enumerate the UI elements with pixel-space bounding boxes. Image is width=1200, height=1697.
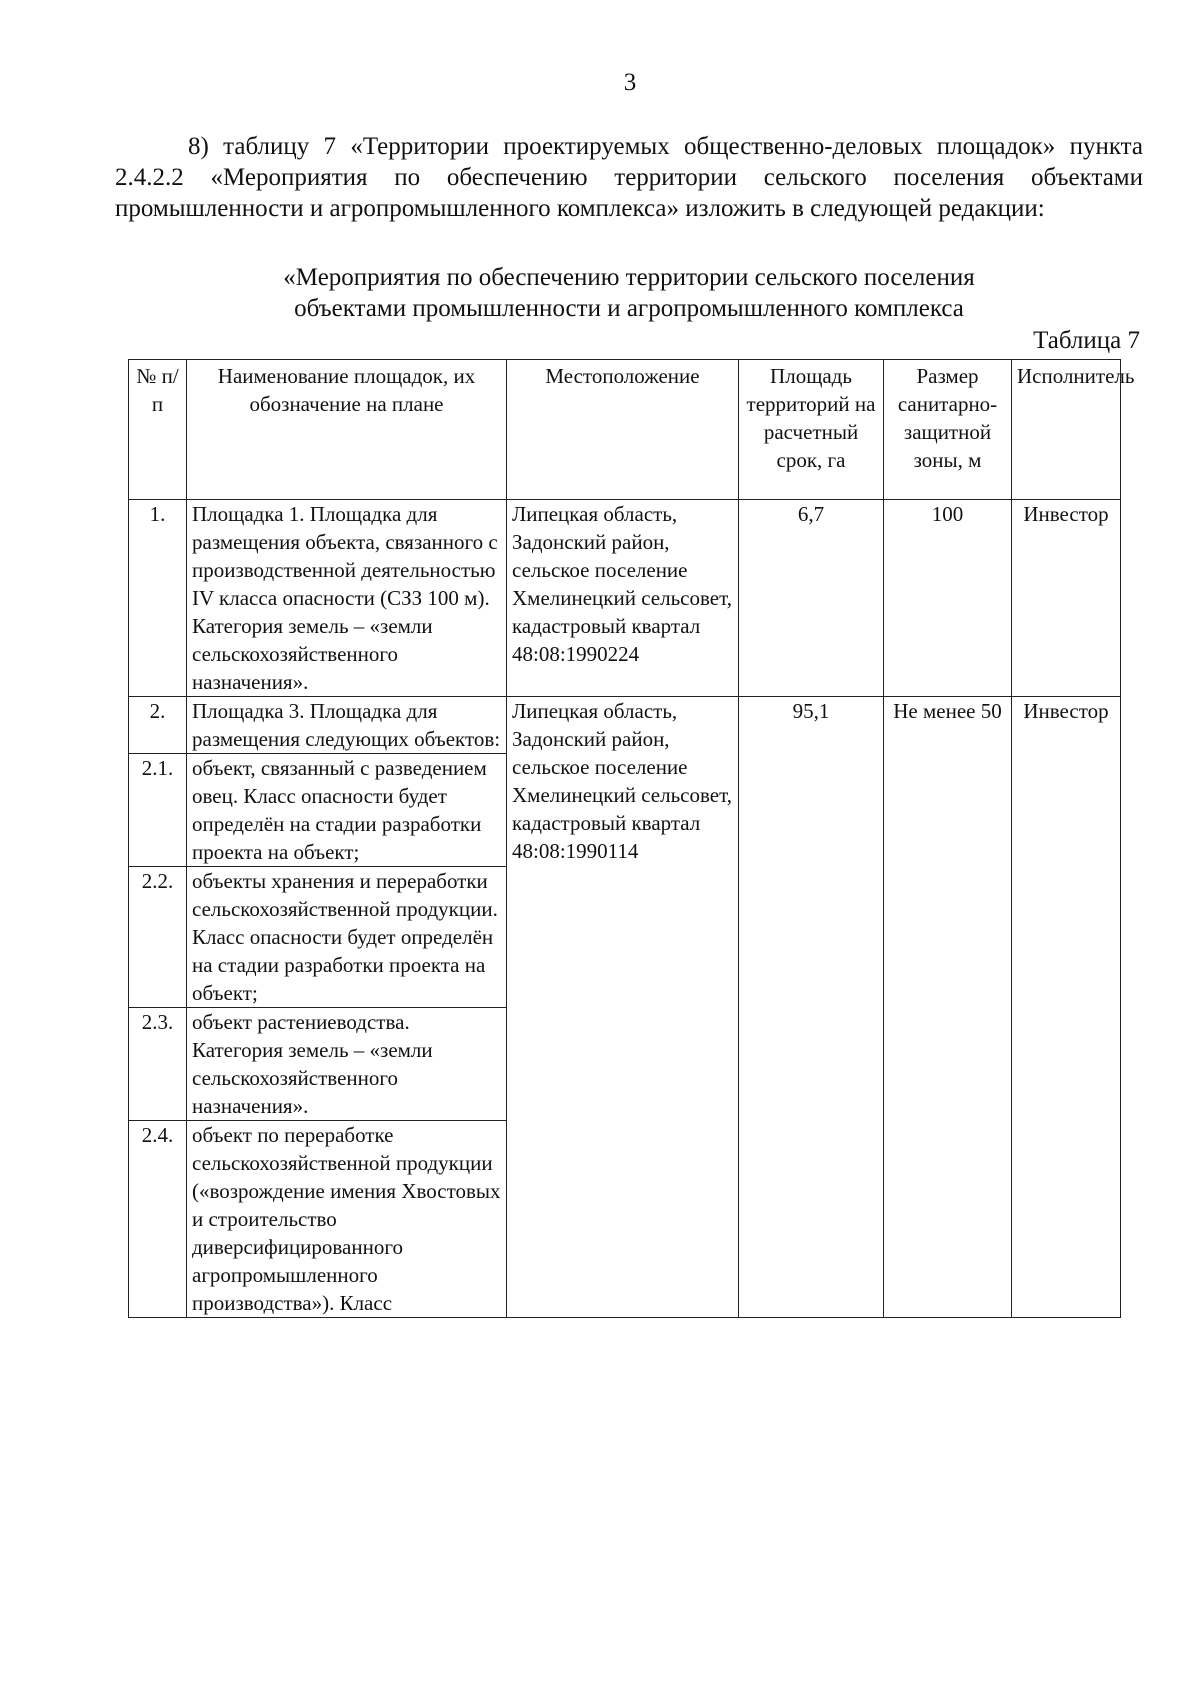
row-num: 1. bbox=[129, 500, 187, 697]
row-name: объекты хранения и переработки сельскохозяйственной продукции. Класс опасности будет определён на стадии разработки проекта на объект; bbox=[187, 867, 507, 1008]
header-name: Наименование площадок, их обозначение на плане bbox=[187, 360, 507, 500]
page-number: 3 bbox=[623, 69, 637, 96]
table-row bbox=[129, 500, 1121, 697]
table-header-row bbox=[129, 360, 1121, 500]
row-area: 6,7 bbox=[739, 500, 884, 697]
row-name: объект растениеводства. Категория земель – «земли сельскохозяйственного назначения». bbox=[187, 1008, 507, 1121]
row-area: 95,1 bbox=[739, 697, 884, 1318]
table-title-line-1: «Мероприятия по обеспечению территории сельского поселения bbox=[283, 264, 975, 291]
row-num: 2.1. bbox=[129, 754, 187, 867]
header-area: Площадь территорий на расчетный срок, га bbox=[739, 360, 884, 500]
row-zone: 100 bbox=[884, 500, 1012, 697]
row-executor: Инвестор bbox=[1012, 697, 1121, 1318]
table-title bbox=[115, 262, 1143, 324]
row-executor: Инвестор bbox=[1012, 500, 1121, 697]
row-name: Площадка 1. Площадка для размещения объекта, связанного с производственной деятельностью IV класса опасности (СЗЗ 100 м). Категория земель – «земли сельскохозяйственного назначения». bbox=[187, 500, 507, 697]
header-num: № п/п bbox=[129, 360, 187, 500]
intro-paragraph: 8) таблицу 7 «Территории проектируемых общественно-деловых площадок» пункта 2.4.2.2 «Мероприятия по обеспечению территории сельского поселения объектами промышленности и агропромышленного комплекса» изложить в следующей редакции: bbox=[115, 133, 1143, 222]
header-location: Местоположение bbox=[507, 360, 739, 500]
row-location: Липецкая область, Задонский район, сельское поселение Хмелинецкий сельсовет, кадастровый квартал 48:08:1990224 bbox=[507, 500, 739, 697]
row-name: Площадка 3. Площадка для размещения следующих объектов: bbox=[187, 697, 507, 754]
row-num: 2. bbox=[129, 697, 187, 754]
header-executor: Исполнитель bbox=[1012, 360, 1121, 500]
table-title-line-2: объектами промышленности и агропромышленного комплекса bbox=[294, 295, 964, 322]
table-row bbox=[129, 697, 1121, 754]
table-number-label: Таблица 7 bbox=[1033, 327, 1140, 354]
header-zone: Размер санитарно-защитной зоны, м bbox=[884, 360, 1012, 500]
row-num: 2.2. bbox=[129, 867, 187, 1008]
row-num: 2.3. bbox=[129, 1008, 187, 1121]
row-name: объект, связанный с разведением овец. Класс опасности будет определён на стадии разработки проекта на объект; bbox=[187, 754, 507, 867]
territories-table bbox=[128, 359, 1135, 1318]
row-zone: Не менее 50 bbox=[884, 697, 1012, 1318]
row-location: Липецкая область, Задонский район, сельское поселение Хмелинецкий сельсовет, кадастровый квартал 48:08:1990114 bbox=[507, 697, 739, 1318]
row-num: 2.4. bbox=[129, 1121, 187, 1318]
row-name: объект по переработке сельскохозяйственной продукции («возрождение имения Хвостовых и строительство диверсифицированного агропромышленного производства»). Класс bbox=[187, 1121, 507, 1318]
